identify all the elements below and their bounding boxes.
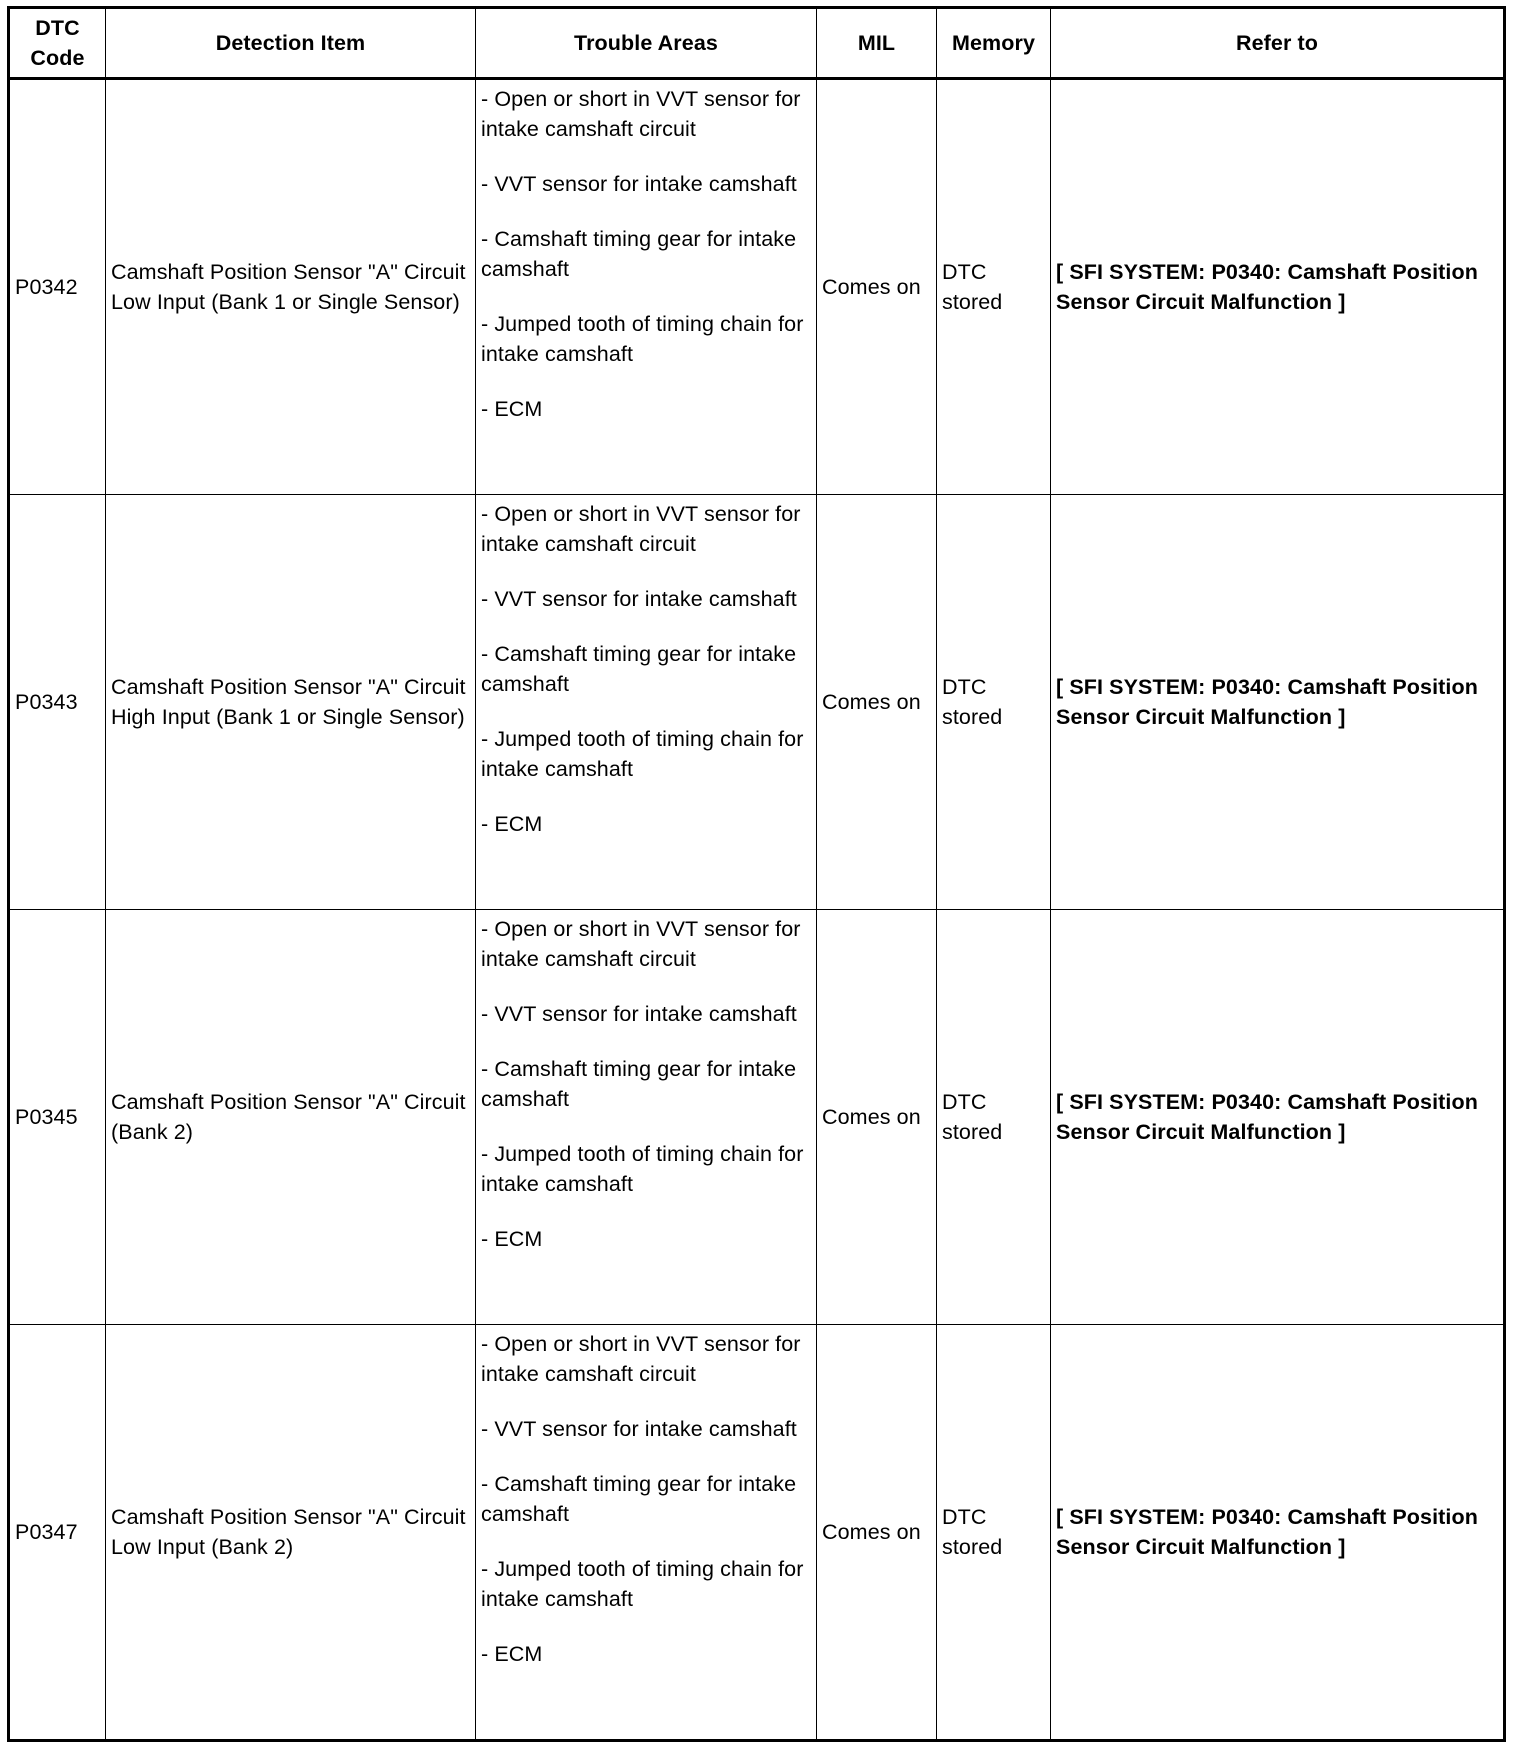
refer-to-link[interactable]: [ SFI SYSTEM: P0340: Camshaft Position Sensor Circuit Malfunction ]	[1051, 495, 1505, 910]
trouble-area-item: - Jumped tooth of timing chain for intake camshaft	[481, 1142, 804, 1196]
trouble-area-item: - Jumped tooth of timing chain for intake camshaft	[481, 312, 804, 366]
detection-item-cell: Camshaft Position Sensor "A" Circuit Low Input (Bank 1 or Single Sensor)	[106, 79, 476, 495]
trouble-area-item: - Open or short in VVT sensor for intake camshaft circuit	[481, 917, 801, 971]
detection-item-cell: Camshaft Position Sensor "A" Circuit (Bank 2)	[106, 910, 476, 1325]
memory-cell: DTC stored	[937, 79, 1051, 495]
mil-cell: Comes on	[817, 1325, 937, 1741]
header-dtc-code: DTC Code	[9, 8, 106, 79]
mil-cell: Comes on	[817, 495, 937, 910]
mil-cell: Comes on	[817, 79, 937, 495]
trouble-area-item: - VVT sensor for intake camshaft	[481, 1417, 797, 1441]
trouble-area-item: - ECM	[481, 397, 543, 421]
header-refer-to: Refer to	[1051, 8, 1505, 79]
trouble-area-item: - ECM	[481, 1642, 543, 1666]
trouble-area-item: - Camshaft timing gear for intake camshaft	[481, 642, 797, 696]
trouble-area-item: - Camshaft timing gear for intake camshaft	[481, 1472, 797, 1526]
dtc-code-cell: P0342	[9, 79, 106, 495]
trouble-area-item: - VVT sensor for intake camshaft	[481, 172, 797, 196]
header-detection-item: Detection Item	[106, 8, 476, 79]
trouble-areas-cell	[476, 1325, 817, 1741]
trouble-area-item: - Open or short in VVT sensor for intake camshaft circuit	[481, 502, 801, 556]
dtc-code-cell: P0347	[9, 1325, 106, 1741]
trouble-area-item: - ECM	[481, 1227, 543, 1251]
header-mil: MIL	[817, 8, 937, 79]
refer-to-link[interactable]: [ SFI SYSTEM: P0340: Camshaft Position Sensor Circuit Malfunction ]	[1051, 910, 1505, 1325]
trouble-area-item: - Camshaft timing gear for intake camshaft	[481, 227, 797, 281]
header-row	[9, 8, 1505, 79]
dtc-code-cell: P0343	[9, 495, 106, 910]
trouble-area-item: - Camshaft timing gear for intake camshaft	[481, 1057, 797, 1111]
header-trouble-areas: Trouble Areas	[476, 8, 817, 79]
table-row	[9, 910, 1505, 1325]
trouble-areas-cell	[476, 79, 817, 495]
memory-cell: DTC stored	[937, 1325, 1051, 1741]
trouble-area-item: - Open or short in VVT sensor for intake camshaft circuit	[481, 87, 801, 141]
detection-item-cell: Camshaft Position Sensor "A" Circuit High Input (Bank 1 or Single Sensor)	[106, 495, 476, 910]
mil-cell: Comes on	[817, 910, 937, 1325]
trouble-area-item: - VVT sensor for intake camshaft	[481, 1002, 797, 1026]
detection-item-cell: Camshaft Position Sensor "A" Circuit Low Input (Bank 2)	[106, 1325, 476, 1741]
header-memory: Memory	[937, 8, 1051, 79]
table-row	[9, 495, 1505, 910]
table-row	[9, 1325, 1505, 1741]
refer-to-link[interactable]: [ SFI SYSTEM: P0340: Camshaft Position Sensor Circuit Malfunction ]	[1051, 79, 1505, 495]
trouble-area-item: - Jumped tooth of timing chain for intake camshaft	[481, 727, 804, 781]
table-row	[9, 79, 1505, 495]
refer-to-link[interactable]: [ SFI SYSTEM: P0340: Camshaft Position Sensor Circuit Malfunction ]	[1051, 1325, 1505, 1741]
trouble-areas-cell	[476, 910, 817, 1325]
memory-cell: DTC stored	[937, 495, 1051, 910]
trouble-area-item: - Jumped tooth of timing chain for intake camshaft	[481, 1557, 804, 1611]
memory-cell: DTC stored	[937, 910, 1051, 1325]
trouble-area-item: - VVT sensor for intake camshaft	[481, 587, 797, 611]
trouble-areas-cell	[476, 495, 817, 910]
dtc-table	[7, 6, 1506, 1742]
trouble-area-item: - ECM	[481, 812, 543, 836]
dtc-code-cell: P0345	[9, 910, 106, 1325]
trouble-area-item: - Open or short in VVT sensor for intake camshaft circuit	[481, 1332, 801, 1386]
